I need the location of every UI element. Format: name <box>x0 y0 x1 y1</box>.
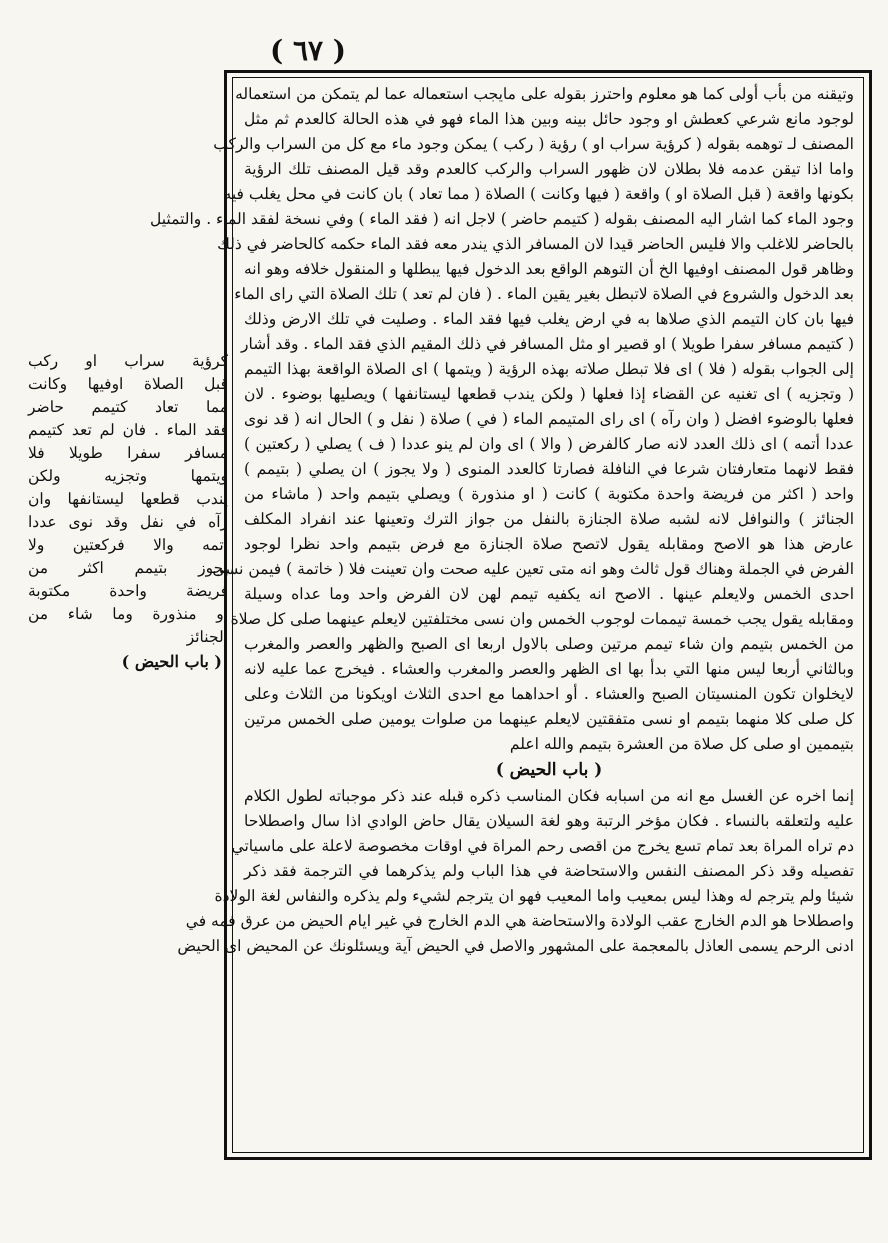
commentary-line: بتيممين او صلى كل صلاة من العشرة بتيمم والله اعلم <box>509 735 854 753</box>
commentary-text <box>150 82 854 959</box>
commentary-line: عارض هذا هو الاصح ومقابله يقول لاتصح صلاة الجنازة مع فرض بتيمم واحد نظرا لوجود <box>244 535 854 553</box>
commentary-line: ومقابله يقول يجب خمسة تيممات لوجوب الخمس وان نسى مختلفتين لايعلم عينهما صلى كل صلاة <box>230 610 854 628</box>
commentary-line: المصنف لـ توهمه بقوله ( كرؤية سراب او ) رؤية ( ركب ) يمكن وجود ماء مع كل من السراب والركب <box>213 135 854 153</box>
commentary-line: بالحاضر للاغلب والا فليس الحاضر قيدا لان المسافر الذي يندر معه فقد الماء حكمه كالحاضر في ذلك <box>217 235 854 253</box>
margin-line: او منذورة وما شاء من <box>28 605 228 623</box>
commentary-line: عددا أتمه ) اى ذلك العدد لانه صار كالفرض ( والا ) اى وان لم ينو عددا ( ف ) يصلي ( ركعتين ) <box>244 435 854 453</box>
commentary-line: فقط لانهما متعارفتان شرعا في النافلة فصارتا كالعدد المنوى ( ولا يجوز ) ان يصلي ( بتيمم ) <box>244 460 854 478</box>
margin-line: يندب قطعها ليستانفها وان <box>28 490 228 508</box>
margin-line: فقد الماء . فان لم تعد كتيمم <box>28 421 228 439</box>
margin-line: ويتمها وتجزيه ولكن <box>28 467 228 485</box>
commentary-line: ( وتجزيه ) اى تغنيه عن القضاء إذا فعلها ( ولكن يندب قطعها ليستانفها ) ويصليها بوضوء . لان <box>244 385 854 403</box>
commentary-line: كل صلى كلا منهما بتيمم او نسى متفقتين لايعلم عينهما من صلوات يومين صلى الخمس مرتين <box>244 710 854 728</box>
commentary-line: إنما اخره عن الغسل مع انه من اسبابه فكان المناسب ذكره قبله عند ذكر موجباته لطول الكلام <box>244 787 854 805</box>
margin-matn-text <box>28 350 228 675</box>
commentary-line: واصطلاحا هو الدم الخارج عقب الولادة والاستحاضة هي الدم الخارج في غير ايام الحيض من عرق فمه في <box>185 912 854 930</box>
commentary-line: بكونها واقعة ( قبل الصلاة او ) واقعة ( فيها وكانت ) الصلاة ( مما تعاد ) بان كانت في محل يغلب فيه <box>223 185 854 203</box>
commentary-line: شيئا ولم يترجم له وهذا ليس بمعيب واما المعيب فهو ان يترجم لشيء ولم يذكره والنفاس لغة الولادة <box>214 887 854 905</box>
commentary-line: الفرض في الجملة وهناك قول ثالث وهو انه متى تعين عليه صحت وان تعينت فلا ( خاتمة ) فيمن نسى <box>212 560 854 578</box>
commentary-line: الجنائز ) والنوافل لانه لشبه صلاة الجنازة بالنفل من جواز الترك وتعينها عند انفراد المكلف <box>244 510 854 528</box>
margin-line: قبل الصلاة اوفيها وكانت <box>28 375 228 393</box>
commentary-line: إلى الجواب بقوله ( فلا ) اى فلا تبطل صلاته بهذه الرؤية ( ويتمها ) اى الصلاة الواقعة بهذا التيمم <box>244 360 854 378</box>
commentary-line: وبالثاني أربعا ليس منها التي بدأ بها اى الظهر والعصر والمغرب والعشاء . فيخرج عما عليه لانه <box>244 660 854 678</box>
commentary-line: واما اذا تيقن عدمه فلا بطلان لان ظهور السراب والركب كالعدم وقد قيل المصنف تلك الرؤية <box>244 160 854 178</box>
margin-line: يجوز بتيمم اكثر من <box>28 559 228 577</box>
margin-lines <box>28 350 228 626</box>
commentary-line: فعلها بالوضوء افضل ( وان رآه ) اى راى المتيمم الماء ( في ) صلاة ( نفل و ) الحال انه ( قد نوى <box>244 410 854 428</box>
commentary-line: عليه ولتعلقه بالنساء . فكان مؤخر الرتبة وهو لغة السيلان يقال حاض الوادي اذا سال واصطلاحا <box>244 812 854 830</box>
margin-line: رآه في نفل وقد نوى عددا <box>28 513 228 531</box>
commentary-line: احدى الخمس ولايعلم عينها . الاصح انه يكفيه تيمم لهن لان الفرض واحد وما عداه وسيلة <box>244 585 854 603</box>
margin-line: الجنائز <box>186 628 228 646</box>
commentary-line: واحد ( اكثر من فريضة واحدة مكتوبة ) كانت ( او منذورة ) ويصلي بتيمم واحد ( ماشاء من <box>244 485 854 503</box>
commentary-line: فيها بان كان التيمم الذي صلاها به في ارض يغلب فيها فقد الماء . وصليت في تلك الارض وذلك <box>244 310 854 328</box>
margin-line: كرؤية سراب او ركب <box>28 352 228 370</box>
commentary-line: لوجود مانع شرعي كعطش او وجود حائل بينه وبين هذا الماء فهو في هذه الحالة كالعدم ثم مثل <box>244 110 854 128</box>
commentary-line: وتيقنه من بأب أولى كما هو معلوم واحترز بقوله على مايجب استعماله عما لم يتمكن من استعماله <box>235 85 854 103</box>
margin-line: مسافر سفرا طويلا فلا <box>28 444 228 462</box>
commentary-line: ( كتيمم مسافر سفرا طويلا ) او قصير او مثل المسافر في ذلك المقيم الذي فقد الماء . وقد أشار <box>241 335 854 353</box>
margin-heading-hayd: ( باب الحيض ) <box>121 652 222 671</box>
page-number: ( ٦٧ ) <box>269 34 347 67</box>
commentary-line: بعد الدخول والشروع في الصلاة لاتبطل بغير يقين الماء . ( فان لم تعد ) تلك الصلاة التي راى الماء <box>234 285 854 303</box>
commentary-part-hayd <box>185 784 854 934</box>
commentary-line: وجود الماء كما اشار اليه المصنف بقوله ( كتيمم حاضر ) لاجل انه ( فقد الماء ) وفي نسخة لفقد الماء . والتمثيل <box>150 210 854 228</box>
commentary-line: ادنى الرحم يسمى العاذل بالمعجمة على المشهور والاصل في الحيض آية ويسئلونك عن المحيض اى الحيض <box>177 937 854 955</box>
margin-line: فريضة واحدة مكتوبة <box>28 582 228 600</box>
chapter-heading-hayd: ( باب الحيض ) <box>495 760 603 780</box>
commentary-line: دم تراه المراة بعد تمام تسع يخرج من اقصى رحم المراة في اوقات مخصوصة لاعلة على ماسياتي <box>231 837 854 855</box>
commentary-line: تفصيله وقد ذكر المصنف النفس والاستحاضة في هذا الباب ولم يذكرهما في الترجمة فقد ذكر <box>244 862 854 880</box>
commentary-line: لايخلوان تكون المنسيتان الصبح والعشاء . أو احداهما مع احدى الثلاث اويكونا من الثلاث وعلى <box>244 685 854 703</box>
margin-line: مما تعاد كتيمم حاضر <box>28 398 228 416</box>
commentary-line: من الخمس بتيمم وان شاء تيمم مرتين وصلى بالاول اربعا اى الصبح والظهر والعصر والمغرب <box>244 635 854 653</box>
commentary-line: وظاهر قول المصنف اوفيها الخ أن التوهم الواقع بعد الدخول فيها يبطلها و المنقول خلافه وهو انه <box>244 260 854 278</box>
margin-line: أتمه والا فركعتين ولا <box>28 536 228 554</box>
